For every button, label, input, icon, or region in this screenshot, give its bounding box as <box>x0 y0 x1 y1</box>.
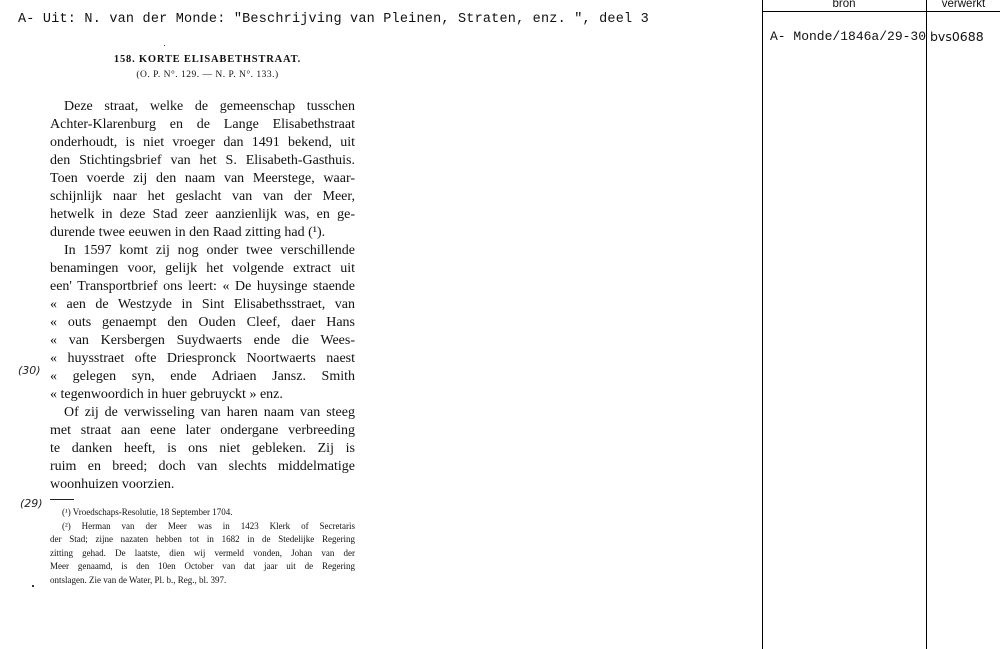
body-line: schijnlijk naar het geslacht van van der Meer, <box>50 189 355 204</box>
body-line: « gelegen syn, ende Adriaen Jansz. Smith <box>50 369 355 384</box>
article-heading: 158. KORTE ELISABETHSTRAAT. <box>113 54 302 65</box>
column-header-verwerkt: verwerkt <box>941 0 986 10</box>
table-header-border <box>762 11 1000 12</box>
margin-page-note-30: (30) <box>18 364 41 377</box>
body-line: hetwelk in deze Stad zeer aanzienlijk was, en ge- <box>50 207 355 222</box>
body-line: « outs genaempt den Ouden Cleef, daer Hans <box>50 315 355 330</box>
body-line: een' Transportbrief ons leert: « De huysinge staende <box>50 279 355 294</box>
table-left-border <box>762 0 763 649</box>
source-citation: A- Uit: N. van der Monde: "Beschrijving van Pleinen, Straten, enz. ", deel 3 <box>18 12 649 27</box>
footnote-line: (²) Herman van der Meer was in 1423 Klerk of Secretaris <box>62 520 355 531</box>
article-body <box>50 98 355 494</box>
scan-speck <box>32 585 34 587</box>
table-column-divider <box>926 0 927 649</box>
footnote-line: der Stad; zijne nazaten hebben tot in 1682 in de Stedelijke Regering <box>50 534 355 545</box>
body-line: den Stichtingsbrief van het S. Elisabeth-Gasthuis. <box>50 153 355 168</box>
footnote-line: ontslagen. Zie van de Water, Pl. b., Reg., bl. 397. <box>50 574 227 585</box>
footnote-divider <box>50 499 74 500</box>
footnote-line: (¹) Vroedschaps-Resolutie, 18 September 1704. <box>62 507 233 517</box>
body-line: woonhuizen voorzien. <box>50 477 175 492</box>
footnote-line: Meer genaamd, is den 10en October van dat jaar uit de Regering <box>50 561 355 572</box>
column-header-bron: bron <box>832 0 856 10</box>
cell-bron: A- Monde/1846a/29-30 <box>770 29 927 44</box>
body-line: « van Kersbergen Suydwaerts ende die Wees- <box>50 333 355 348</box>
footnote-line: zitting gehad. De laatste, dien wij vermeld vonden, Johan van der <box>50 547 355 558</box>
body-line: « huysstraet ofte Driespronck Noortwaerts naest <box>50 351 355 366</box>
body-line: « aen de Westzyde in Sint Elisabethsstraet, van <box>50 297 355 312</box>
footnotes <box>50 506 355 588</box>
body-line: benamingen voor, gelijk het volgende extract uit <box>50 261 355 276</box>
body-line: Achter-Klarenburg en de Lange Elisabethstraat <box>50 117 355 132</box>
margin-page-note-29: (29) <box>20 497 43 510</box>
body-line: Deze straat, welke de gemeenschap tusschen <box>64 99 355 114</box>
body-line: te danken heeft, is ons niet gebleken. Zij is <box>50 441 355 456</box>
body-line: ruim en breed; doch van slechts middelmatige <box>50 459 355 474</box>
body-line: In 1597 komt zij nog onder twee verschillende <box>64 243 355 258</box>
body-line: Of zij de verwisseling van haren naam van steeg <box>64 405 355 420</box>
scan-speck <box>164 45 165 46</box>
cell-verwerkt: bvs0688 <box>930 29 984 44</box>
body-line: durende twee eeuwen in den Raad zitting had (¹). <box>50 225 326 240</box>
body-line: Toen voerde zij den naam van Meerstege, waar- <box>50 171 355 186</box>
body-line: met straat aan eene later ondergane verbreeding <box>50 423 355 438</box>
article-subheading: (O. P. N°. 129. — N. P. N°. 133.) <box>136 70 279 80</box>
body-line: onderhoudt, is niet vroeger dan 1491 bekend, uit <box>50 135 355 150</box>
body-line: « tegenwoordich in huer gebruyckt » enz. <box>50 387 283 402</box>
